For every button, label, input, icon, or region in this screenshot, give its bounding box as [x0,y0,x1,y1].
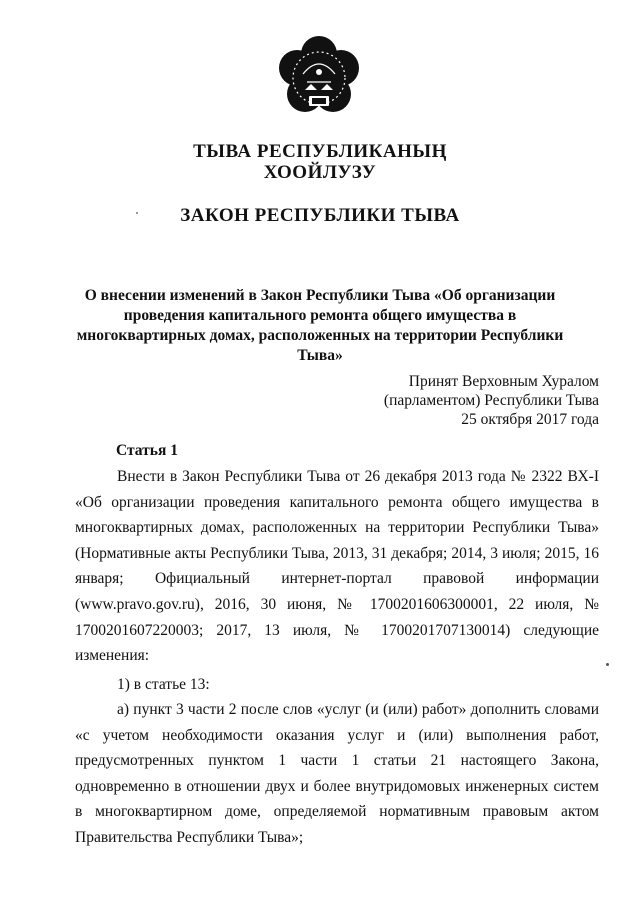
article-title: Статья 1 [116,442,178,459]
article-intro: Внести в Закон Республики Тыва от 26 декабря 2013 года № 2322 ВХ-I «Об организации проведения капитального ремонта общего имущества в многоквартирных домах, расположенных на территории Республики Тыва» (Нормативные акты Республики Тыва, 2013, 31 декабря; 2014, 3 июля; 2015, 16 января; Официальный интернет-портал правовой информации (www.pravo.gov.ru), 2016, 30 июня, № 1700201606300001, 22 июля, № 1700201607220003; 2017, 13 июля, № 1700201707130014) следующие изменения: [75,468,599,665]
adoption-line-1: Принят Верховным Хуралом [408,373,599,390]
item-1a: а) пункт 3 части 2 после слов «услуг (и (или) работ» дополнить словами «с учетом необходимости оказания услуг и (или) выполнения работ, предусмотренных пунктом 1 части 1 статьи 21 настоящего Закона, одновременно в отношении двух и более внутридомовых инженерных систем в многоквартирном доме, определяемой нормативным правовым актом Правительства Республики Тыва»; [75,701,599,846]
scan-speck [136,212,138,214]
item-1-block [75,672,599,698]
law-subject: О внесении изменений в Закон Республики Тыва «Об организации проведения капитального ремонта общего имущества в многоквартирных домах, расположенных на территории Республики Тыва» [76,287,564,364]
adoption-line-2: (парламентом) Республики Тыва [383,392,599,409]
article-intro-block [75,464,599,669]
republic-emblem-icon [275,34,363,124]
adoption-date: 25 октября 2017 года [461,411,599,428]
scan-dot [606,663,609,666]
item-1a-block [75,697,599,851]
title-russian: ЗАКОН РЕСПУБЛИКИ ТЫВА [180,205,460,226]
title-tuvan-line2: ХООЙЛУЗУ [263,162,377,183]
title-tuvan-line1: ТЫВА РЕСПУБЛИКАНЫҢ [193,141,447,162]
adoption-block [279,372,599,429]
item-1: 1) в статье 13: [117,676,210,693]
